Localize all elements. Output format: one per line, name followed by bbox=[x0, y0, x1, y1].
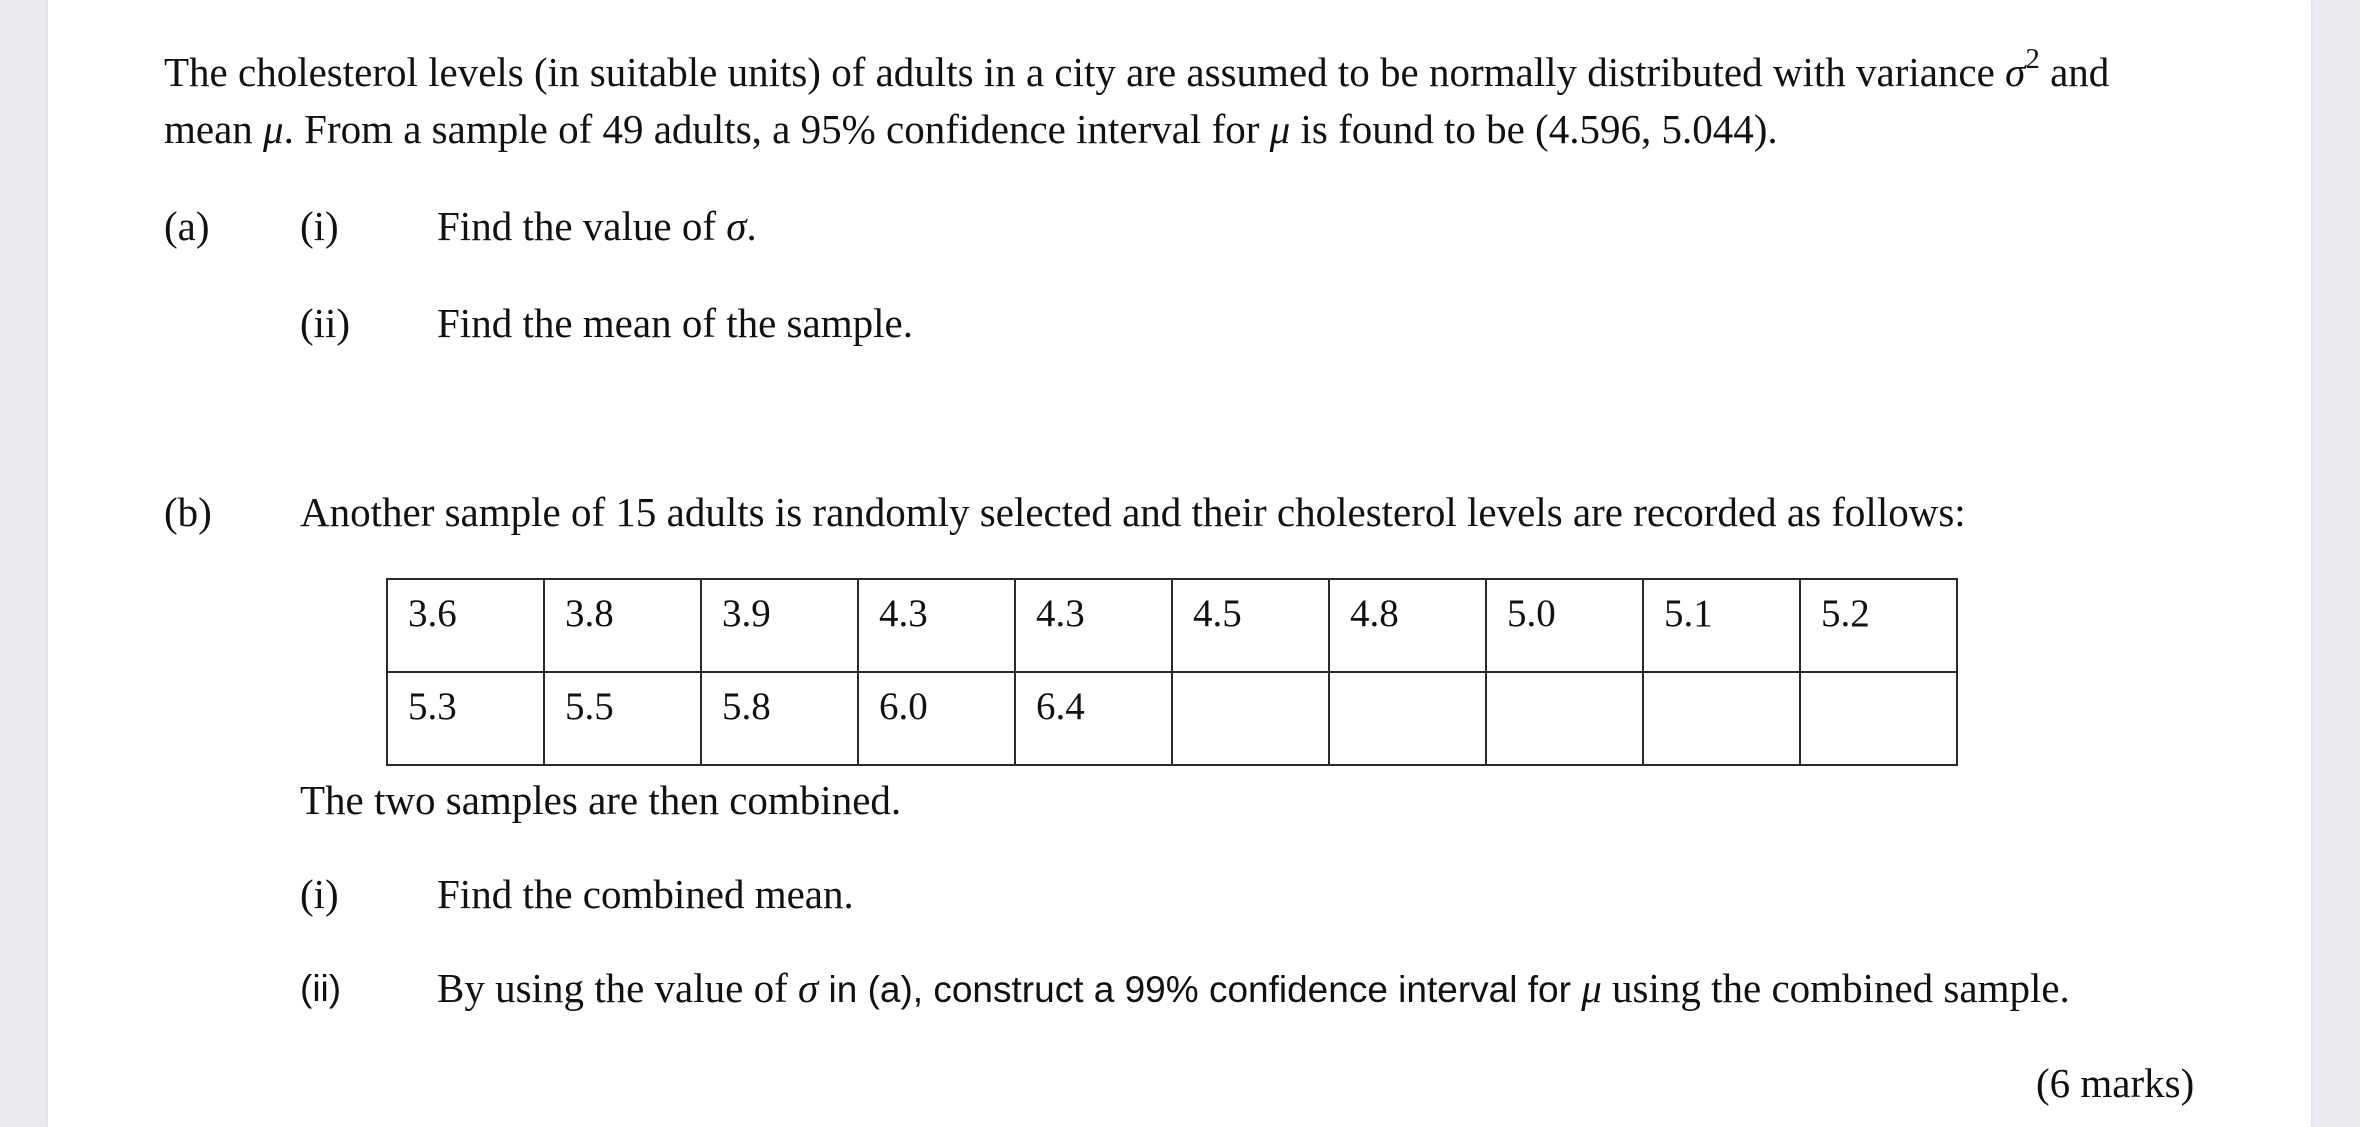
sigma-symbol: σ bbox=[726, 203, 747, 249]
mu-symbol: μ bbox=[263, 106, 284, 152]
sigma-symbol: σ bbox=[797, 965, 819, 1011]
table-cell bbox=[1643, 672, 1800, 765]
table-cell: 3.8 bbox=[544, 579, 701, 672]
part-b-i-label: (i) bbox=[300, 871, 339, 917]
intro-text: is found to be (4.596, 5.044). bbox=[1290, 106, 1778, 152]
combined-text: The two samples are then combined. bbox=[300, 777, 902, 823]
part-a-i-label: (i) bbox=[300, 203, 339, 249]
intro-text: . From a sample of 49 adults, a 95% confidence interval for bbox=[283, 106, 1270, 152]
table-cell: 5.1 bbox=[1643, 579, 1800, 672]
question-text: using the combined sample. bbox=[1601, 965, 2070, 1011]
part-a-ii-text: Find the mean of the sample. bbox=[437, 300, 913, 346]
cholesterol-data-table bbox=[386, 578, 1958, 766]
question-text: in (a), construct a 99% confidence interval for bbox=[818, 969, 1582, 1010]
intro-text: mean bbox=[164, 106, 264, 152]
table-cell: 4.8 bbox=[1329, 579, 1486, 672]
intro-line-1 bbox=[164, 43, 2110, 95]
table-cell bbox=[1800, 672, 1957, 765]
part-b-i-text: Find the combined mean. bbox=[437, 871, 854, 917]
mu-symbol: μ bbox=[1269, 106, 1291, 152]
intro-text: and bbox=[2039, 49, 2110, 95]
part-a-i-text bbox=[437, 203, 757, 249]
part-a-label: (a) bbox=[164, 203, 210, 249]
question-text: . bbox=[746, 203, 757, 249]
part-b-ii-text bbox=[437, 965, 2070, 1011]
superscript-two: 2 bbox=[2025, 43, 2040, 75]
table-cell: 4.3 bbox=[1015, 579, 1172, 672]
table-cell: 6.4 bbox=[1015, 672, 1172, 765]
marks-label: (6 marks) bbox=[2036, 1060, 2195, 1106]
table-cell: 3.9 bbox=[701, 579, 858, 672]
intro-line-2 bbox=[164, 106, 1778, 152]
table-cell: 6.0 bbox=[858, 672, 1015, 765]
table-cell bbox=[1172, 672, 1329, 765]
table-row bbox=[387, 672, 1957, 765]
part-a-ii-label: (ii) bbox=[300, 300, 351, 346]
question-text: By using the value of bbox=[437, 965, 798, 1011]
table-cell: 5.5 bbox=[544, 672, 701, 765]
table-cell: 5.2 bbox=[1800, 579, 1957, 672]
intro-text: The cholesterol levels (in suitable units) of adults in a city are assumed to be normally distributed with variance bbox=[164, 49, 2006, 95]
question-text: Find the value of bbox=[437, 203, 727, 249]
table-cell bbox=[1486, 672, 1643, 765]
table-cell: 5.0 bbox=[1486, 579, 1643, 672]
table-cell: 5.8 bbox=[701, 672, 858, 765]
mu-symbol: μ bbox=[1581, 965, 1602, 1011]
table-cell: 4.3 bbox=[858, 579, 1015, 672]
table-cell: 3.6 bbox=[387, 579, 544, 672]
table-cell: 4.5 bbox=[1172, 579, 1329, 672]
question-page bbox=[48, 0, 2311, 1127]
table-cell bbox=[1329, 672, 1486, 765]
table-cell: 5.3 bbox=[387, 672, 544, 765]
part-b-text: Another sample of 15 adults is randomly selected and their cholesterol levels are recorded as follows: bbox=[300, 489, 1966, 535]
part-b-ii-label: (ii) bbox=[300, 968, 342, 1009]
part-b-label: (b) bbox=[164, 489, 212, 535]
sigma-symbol: σ bbox=[2005, 49, 2026, 95]
table-row bbox=[387, 579, 1957, 672]
